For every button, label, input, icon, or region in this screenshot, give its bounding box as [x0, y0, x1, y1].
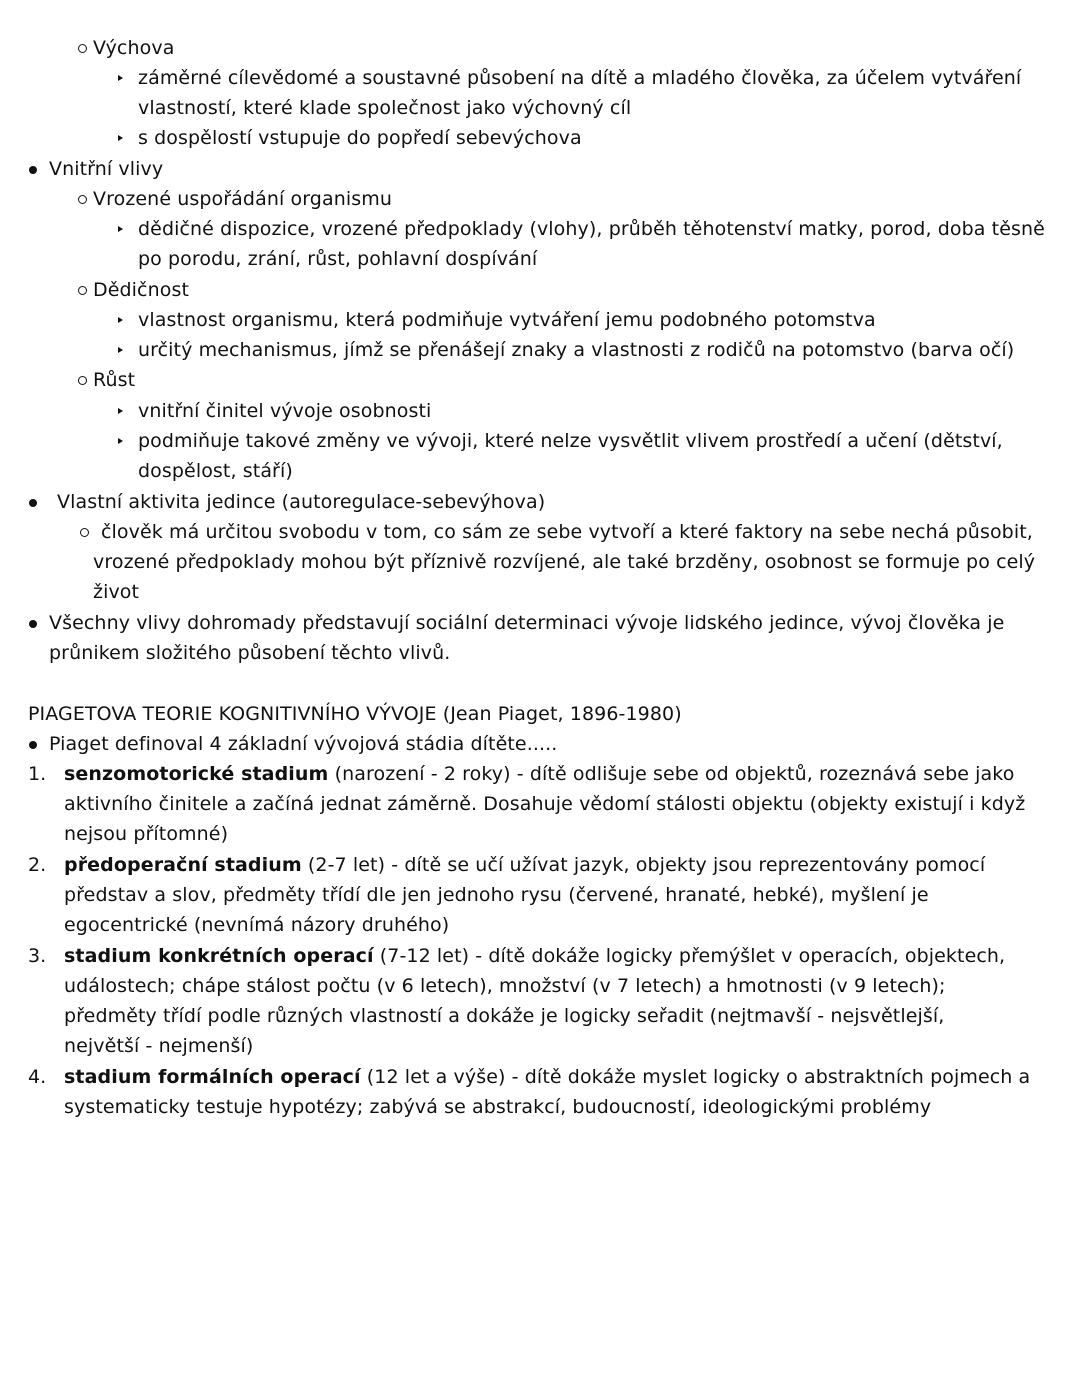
list-item-continuation: vlastností, které klade společnost jako výchovný cíl: [138, 97, 632, 119]
list-item-continuation: vrozené předpoklady mohou být příznivě rozvíjené, ale také brzděny, osobnost se formuje po celý: [93, 551, 1036, 573]
stage-item: [64, 941, 1005, 971]
list-number: 4.: [28, 1066, 47, 1088]
stage-continuation: událostech; chápe stálost počtu (v 6 letech), množství (v 7 letech) a hmotnosti (v 9 letech);: [64, 975, 946, 997]
subheading-vychova: Výchova: [93, 37, 175, 59]
triangle-bullet-icon: [118, 396, 130, 426]
stage-continuation: aktivního činitele a začíná jednat záměrně. Dosahuje vědomí stálosti objektu (objekty existují i když: [64, 793, 1026, 815]
stage-continuation: předměty třídí podle různých vlastností a dokáže je logicky seřadit (nejtmavší - nejsvětlejší,: [64, 1005, 945, 1027]
circle-bullet-icon: [78, 275, 90, 305]
subheading-dedicnost: Dědičnost: [93, 279, 190, 301]
stage-description: (12 let a výše) - dítě dokáže myslet logicky o abstraktních pojmech a: [360, 1066, 1031, 1088]
heading-vnitrni-vlivy: Vnitřní vlivy: [49, 158, 164, 180]
list-item: s dospělostí vstupuje do popředí sebevýchova: [138, 127, 582, 149]
stage-item: [64, 850, 985, 880]
stage-description: (2-7 let) - dítě se učí užívat jazyk, objekty jsou reprezentovány pomocí: [301, 854, 986, 876]
piaget-intro: Piaget definoval 4 základní vývojová stádia dítěte.....: [49, 733, 558, 755]
list-item: dědičné dispozice, vrozené předpoklady (vlohy), průběh těhotenství matky, porod, doba těsně: [138, 218, 1045, 240]
stage-name: senzomotorické stadium: [64, 763, 329, 785]
summary-paragraph: Všechny vlivy dohromady představují sociální determinaci vývoje lidského jedince, vývoj člověka je: [49, 612, 1005, 634]
triangle-bullet-icon: [118, 426, 130, 456]
list-number: 3.: [28, 945, 47, 967]
stage-name: stadium konkrétních operací: [64, 945, 374, 967]
stage-continuation: největší - nejmenší): [64, 1035, 254, 1057]
circle-bullet-icon: [78, 365, 90, 395]
triangle-bullet-icon: [118, 123, 130, 153]
list-item-continuation: život: [93, 581, 140, 603]
stage-item: [64, 759, 1014, 789]
list-item: podmiňuje takové změny ve vývoji, které nelze vysvětlit vlivem prostředí a učení (dětství,: [138, 430, 1003, 452]
stage-continuation: představ a slov, předměty třídí dle jen jednoho rysu (červené, hranaté, hebké), myšlení je: [64, 884, 929, 906]
list-item-continuation: dospělost, stáří): [138, 460, 293, 482]
list-item-continuation: po porodu, zrání, růst, pohlavní dospívání: [138, 248, 538, 270]
stage-continuation: egocentrické (nevnímá názory druhého): [64, 914, 450, 936]
list-number: 2.: [28, 854, 47, 876]
subheading-rust: Růst: [93, 369, 136, 391]
list-number: 1.: [28, 763, 47, 785]
summary-paragraph-continuation: průnikem složitého působení těchto vlivů.: [49, 642, 451, 664]
circle-bullet-icon: [80, 517, 92, 547]
circle-bullet-icon: [78, 33, 90, 63]
triangle-bullet-icon: [118, 63, 130, 93]
stage-name: předoperační stadium: [64, 854, 302, 876]
dot-bullet-icon: [29, 608, 41, 638]
triangle-bullet-icon: [118, 214, 130, 244]
heading-vlastni-aktivita: Vlastní aktivita jedince (autoregulace-sebevýhova): [57, 491, 546, 513]
stage-description: (7-12 let) - dítě dokáže logicky přemýšlet v operacích, objektech,: [373, 945, 1006, 967]
subheading-vrozene: Vrozené uspořádání organismu: [93, 188, 392, 210]
triangle-bullet-icon: [118, 305, 130, 335]
triangle-bullet-icon: [118, 335, 130, 365]
stage-continuation: systematicky testuje hypotézy; zabývá se abstrakcí, budoucností, ideologickými problémy: [64, 1096, 932, 1118]
list-item: určitý mechanismus, jímž se přenášejí znaky a vlastnosti z rodičů na potomstvo (barva očí): [138, 339, 1015, 361]
stage-description: (narození - 2 roky) - dítě odlišuje sebe od objektů, rozeznává sebe jako: [328, 763, 1015, 785]
stage-continuation: nejsou přítomné): [64, 823, 229, 845]
dot-bullet-icon: [29, 729, 41, 759]
section-title-piaget: PIAGETOVA TEORIE KOGNITIVNÍHO VÝVOJE (Jean Piaget, 1896-1980): [28, 703, 682, 725]
stage-item: [64, 1062, 1030, 1092]
list-item: člověk má určitou svobodu v tom, co sám ze sebe vytvoří a které faktory na sebe nechá působit,: [101, 521, 1033, 543]
list-item: záměrné cílevědomé a soustavné působení na dítě a mladého člověka, za účelem vytváření: [138, 67, 1022, 89]
list-item: vnitřní činitel vývoje osobnosti: [138, 400, 432, 422]
list-item: vlastnost organismu, která podmiňuje vytváření jemu podobného potomstva: [138, 309, 876, 331]
stage-name: stadium formálních operací: [64, 1066, 361, 1088]
circle-bullet-icon: [78, 184, 90, 214]
dot-bullet-icon: [29, 154, 41, 184]
dot-bullet-icon: [29, 487, 41, 517]
